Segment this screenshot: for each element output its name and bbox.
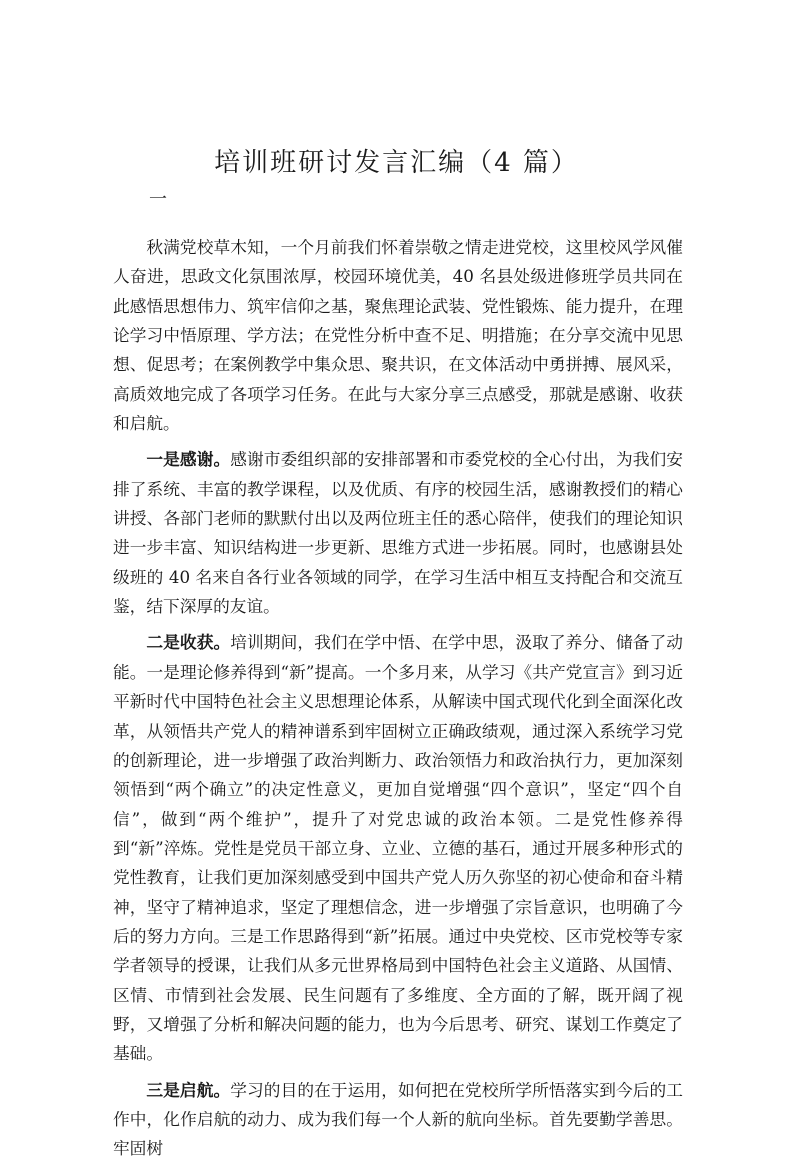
section-marker: 一 (149, 189, 167, 210)
paragraph-text: 感谢市委组织部的安排部署和市委党校的全心付出，为我们安排了系统、丰富的教学课程，以及优质、有序的校园生活，感谢教授们的精心讲授、各部门老师的默默付出以及两位班主任的悉心陪伴，使我们的理论知识进一步丰富、知识结构进一步更新、思维方式进一步拓展。同时，也感谢县处级班的 40 名来自各行业各领域的同学，在学习生活中相互支持配合和交流互鉴，结下深厚的友谊。 (113, 449, 683, 617)
paragraph-intro (113, 233, 683, 438)
paragraph-text: 秋满党校草木知，一个月前我们怀着崇敬之情走进党校，这里校风学风催人奋进，思政文化氛围浓厚，校园环境优美，40 名县处级进修班学员共同在此感悟思想伟力、筑牢信仰之基，聚焦理论武装、党性锻炼、能力提升，在理论学习中悟原理、学方法；在党性分析中查不足、明措施；在分享交流中见思想、促思考；在案例教学中集众思、聚共识，在文体活动中勇拼搏、展风采，高质效地完成了各项学习任务。在此与大家分享三点感受，那就是感谢、收获和启航。 (113, 237, 683, 434)
paragraph-setting-sail (113, 1076, 683, 1164)
paragraph-text: 培训期间，我们在学中悟、在学中思，汲取了养分、储备了动能。一是理论修养得到“新”提高。一个多月来，从学习《共产党宣言》到习近平新时代中国特色社会主义思想理论体系，从解读中国式现代化到全面深化改革，从领悟共产党人的精神谱系到牢固树立正确政绩观，通过深入系统学习党的创新理论，进一步增强了政治判断力、政治领悟力和政治执行力，更加深刻领悟到“两个确立”的决定性意义，更加自觉增强“四个意识”，坚定“四个自信”，做到“两个维护”，提升了对党忠诚的政治本领。二是党性修养得到“新”淬炼。党性是党员干部立身、立业、立德的基石，通过开展多种形式的党性教育，让我们更加深刻感受到中国共产党人历久弥坚的初心使命和奋斗精神，坚守了精神追求，坚定了理想信念，进一步增强了宗旨意识，也明确了今后的努力方向。三是工作思路得到“新”拓展。通过中央党校、区市党校等专家学者领导的授课，让我们从多元世界格局到中国特色社会主义道路、从国情、区情、市情到社会发展、民生问题有了多维度、全方面的了解，既开阔了视野，又增强了分析和解决问题的能力，也为今后思考、研究、谋划工作奠定了基础。 (113, 632, 683, 1064)
paragraph-text: 学习的目的在于运用，如何把在党校所学所悟落实到今后的工作中，化作启航的动力、成为我们每一个人新的航向坐标。首先要勤学善思。牢固树 (113, 1079, 683, 1159)
paragraph-lead: 一是感谢。 (146, 449, 231, 470)
document-body (113, 233, 683, 1171)
paragraph-gratitude (113, 445, 683, 621)
paragraph-gains (113, 628, 683, 1068)
document-title: 培训班研讨发言汇编（4 篇） (214, 148, 579, 178)
paragraph-lead: 三是启航。 (146, 1079, 231, 1100)
paragraph-lead: 二是收获。 (146, 632, 231, 653)
